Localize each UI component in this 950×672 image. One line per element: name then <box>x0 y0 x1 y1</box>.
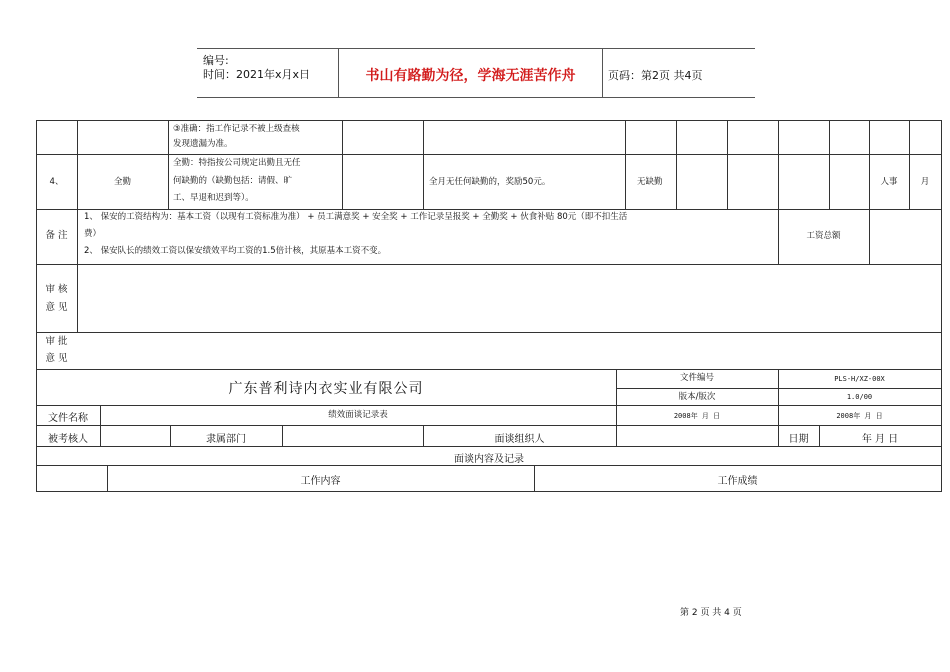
time-label: 时间：2021年x月x日 <box>203 68 311 81</box>
appraisee-label: 被考核人 <box>48 434 88 445</box>
date-right: 2008年 月 日 <box>836 412 883 420</box>
review-label-line2: 意 见 <box>45 302 68 313</box>
row4-number: 4、 <box>49 177 64 187</box>
row4-desc-line3: 工、早退和迟到等）。 <box>173 193 254 203</box>
review-label-line1: 审 核 <box>45 284 68 295</box>
header-slogan-cell <box>338 49 603 97</box>
section-title: 面谈内容及记录 <box>454 454 524 465</box>
total-salary-label: 工资总额 <box>806 231 841 241</box>
date-left: 2008年 月 日 <box>673 412 721 420</box>
remarks-line3: 2、 保安队长的绩效工资以保安绩效平均工资的1.5倍计核，其原基本工资不变。 <box>84 246 387 256</box>
accuracy-desc-line1: ③准确：指工作记录不被上级查核 <box>173 124 300 134</box>
row4-dept: 人事 <box>880 177 898 187</box>
header-meta-cell <box>197 49 338 97</box>
department-label: 隶属部门 <box>206 434 246 445</box>
table-area <box>36 120 942 492</box>
slogan: 书山有路勤为径，学海无涯苦作舟 <box>365 68 576 84</box>
row4-data: 无缺勤 <box>637 177 663 187</box>
approve-label-line1: 审 批 <box>45 336 68 347</box>
accuracy-desc-line2: 发现遗漏为准。 <box>173 139 233 149</box>
page-label: 页码：第2页 共4页 <box>608 69 703 82</box>
work-result-header: 工作成绩 <box>717 476 758 487</box>
row4-desc-line2: 何缺勤的（缺勤包括：请假、旷 <box>173 176 293 186</box>
number-label: 编号: <box>203 54 229 67</box>
version-value: 1.0/00 <box>846 393 873 401</box>
header-page-cell <box>602 49 752 97</box>
page-footer: 第 2 页 共 4 页 <box>680 608 742 618</box>
row4-standard: 全月无任何缺勤的，奖励50元。 <box>429 177 551 187</box>
company-name: 广东普利诗内衣实业有限公司 <box>228 381 424 397</box>
remarks-line2: 费） <box>84 229 102 239</box>
remarks-line1: 1、 保安的工资结构为：基本工资（以现有工资标准为准） + 员工满意奖 + 安全奖 + 工作记录呈报奖 + 全勤奖 + 伙食补贴 80元（即不扣生活 <box>84 212 628 222</box>
remarks-label: 备 注 <box>45 230 68 241</box>
approve-label-line2: 意 见 <box>45 353 68 364</box>
file-name-value: 绩效面谈记录表 <box>328 410 388 420</box>
version-label: 版本/版次 <box>678 392 716 402</box>
work-content-header: 工作内容 <box>300 476 341 487</box>
row4-desc-line1: 全勤：特指按公司规定出勤且无任 <box>173 158 301 168</box>
file-number-value: PLS-H/XZ-00X <box>834 375 885 383</box>
organizer-label: 面谈组织人 <box>494 434 545 445</box>
file-name-label: 文件名称 <box>48 413 88 424</box>
date-value: 年 月 日 <box>861 434 899 445</box>
date-label: 日期 <box>788 434 809 445</box>
document-header <box>197 48 755 98</box>
row4-frequency: 月 <box>920 177 930 187</box>
row4-item: 全勤 <box>113 177 131 187</box>
file-number-label: 文件编号 <box>679 373 714 383</box>
